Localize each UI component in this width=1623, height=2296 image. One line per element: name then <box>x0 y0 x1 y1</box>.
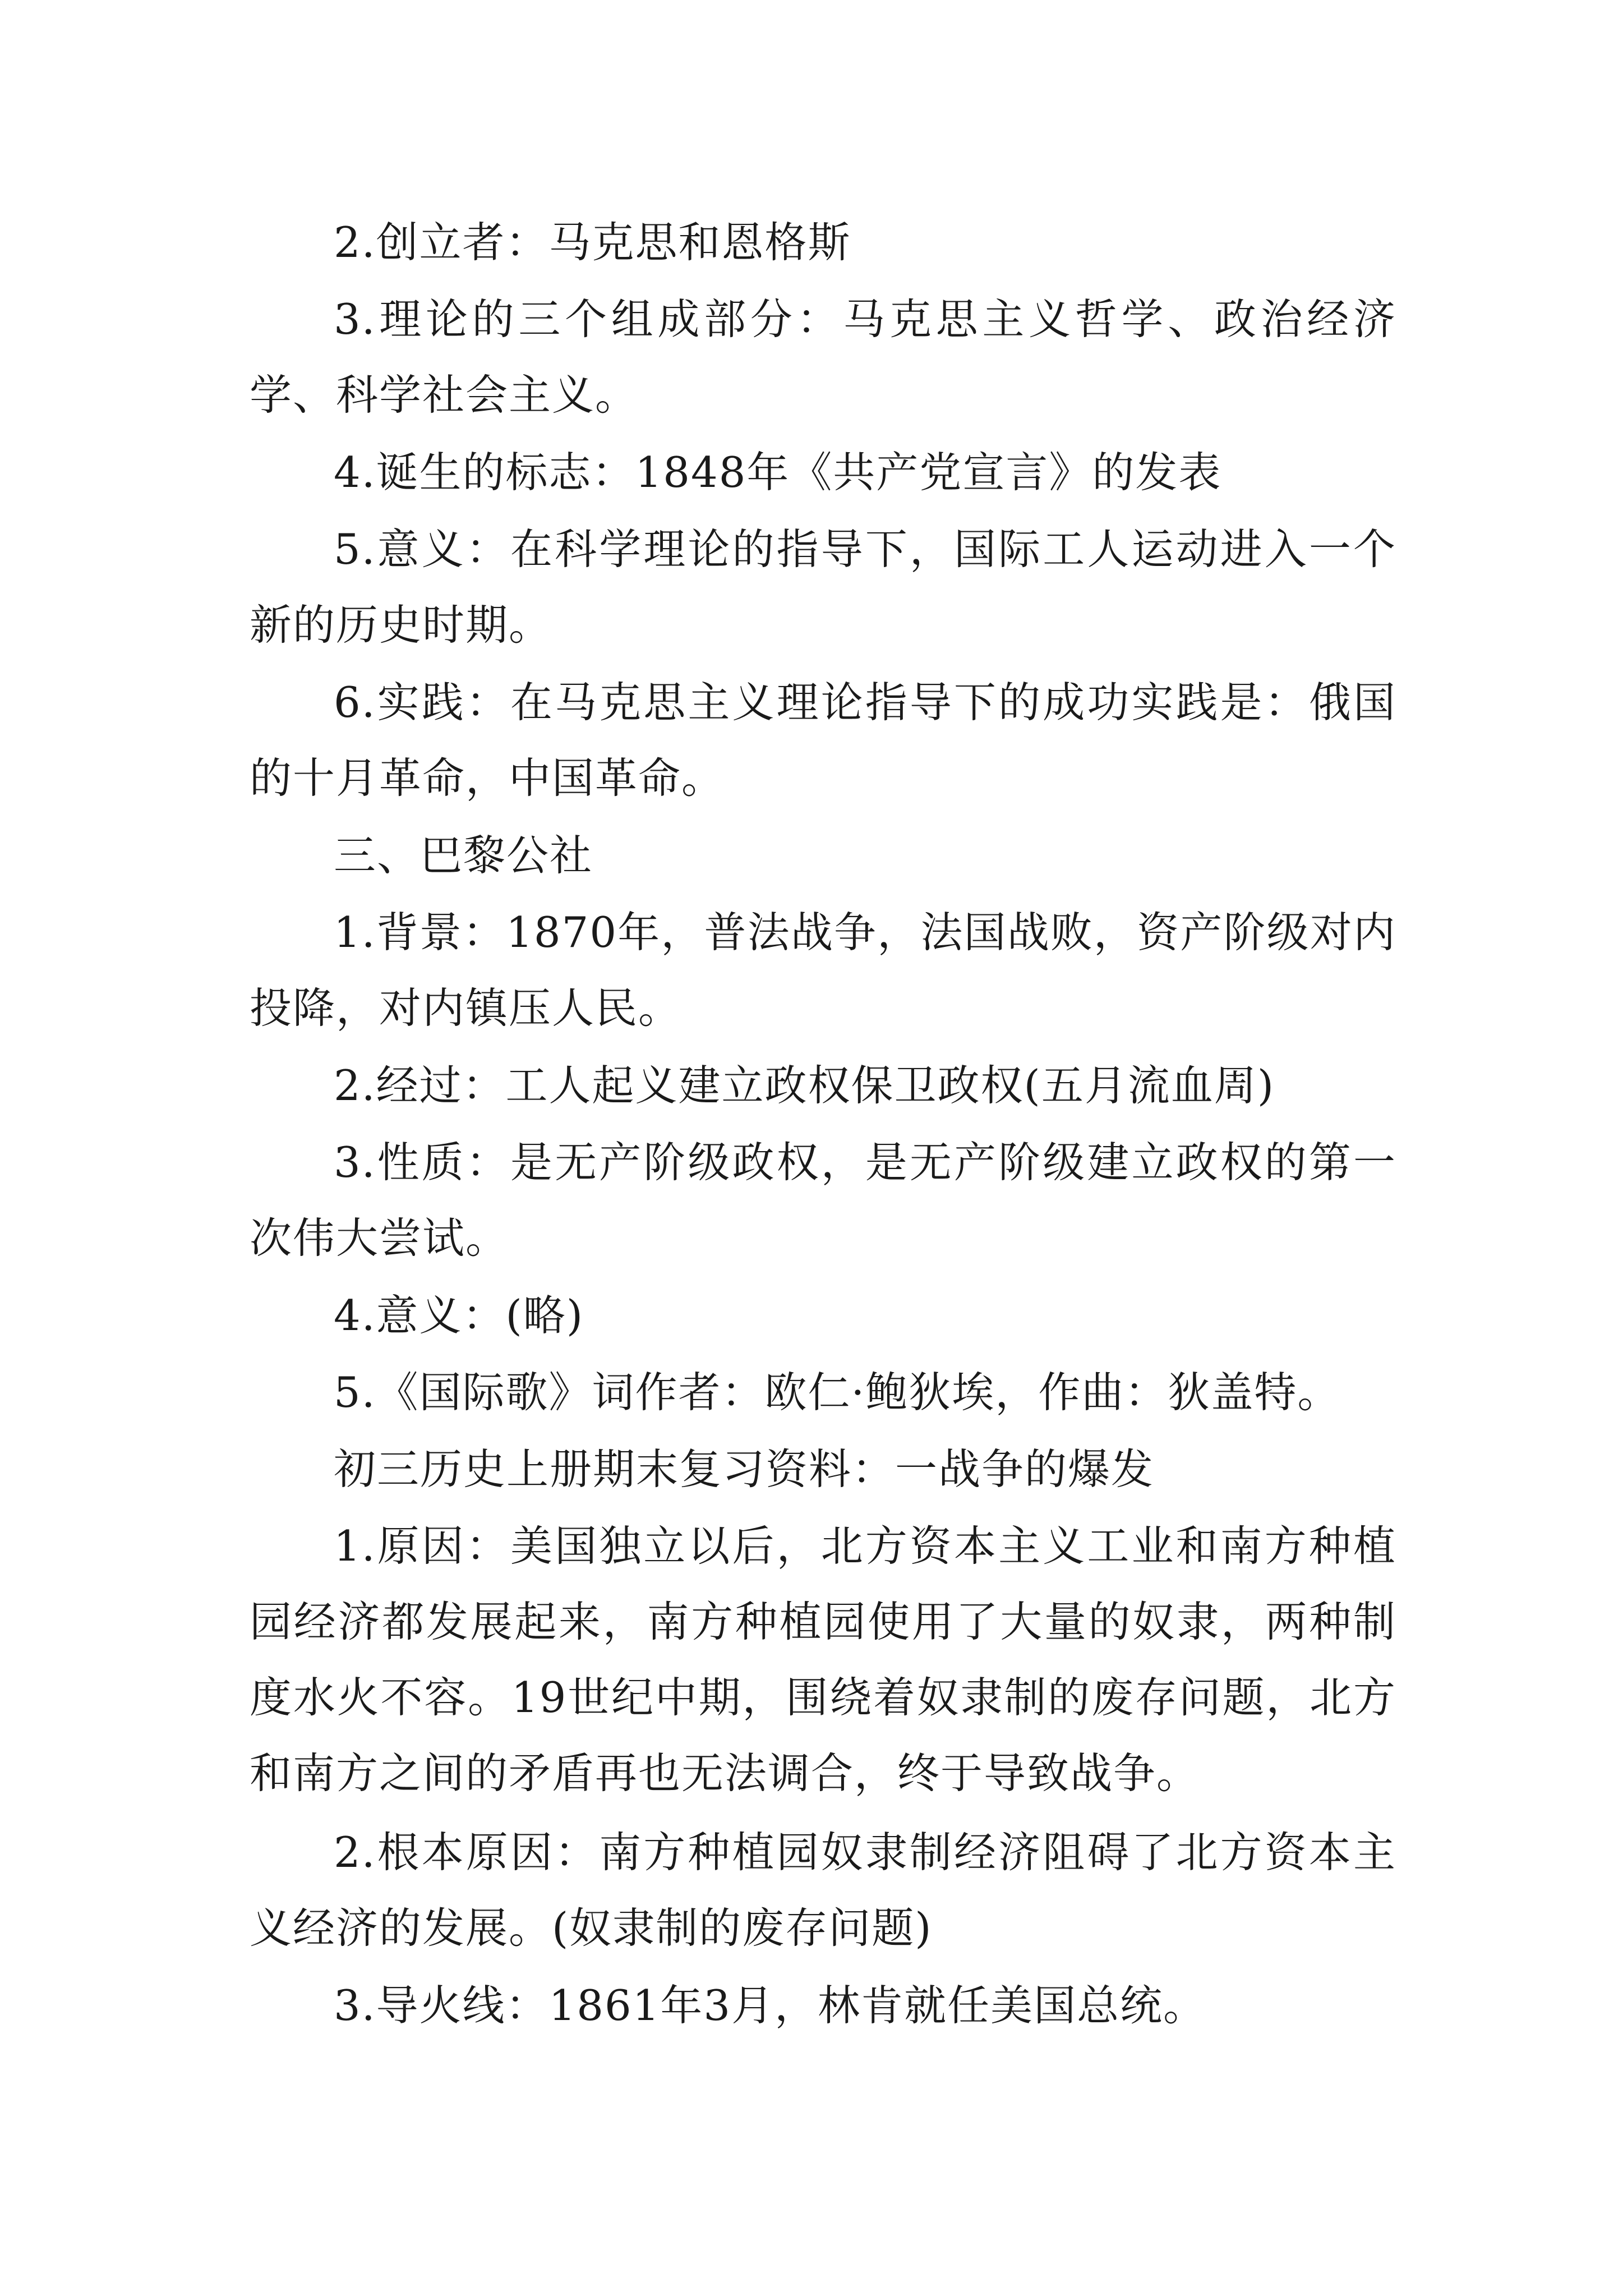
paragraph-root-cause: 2.根本原因：南方种植园奴隶制经济阻碍了北方资本主义经济的发展。(奴隶制的废存问题) <box>250 1828 1396 1953</box>
paragraph-practice: 6.实践：在马克思主义理论指导下的成功实践是：俄国的十月革命，中国革命。 <box>250 678 1396 803</box>
paragraph-nature: 3.性质：是无产阶级政权，是无产阶级建立政权的第一次伟大尝试。 <box>250 1138 1396 1263</box>
section-heading-war-outbreak: 初三历史上册期末复习资料：一战争的爆发 <box>334 1444 1155 1494</box>
paragraph-process: 2.经过：工人起义建立政权保卫政权(五月流血周) <box>334 1061 1275 1110</box>
paragraph-three-components: 3.理论的三个组成部分：马克思主义哲学、政治经济学、科学社会主义。 <box>250 295 1396 420</box>
paragraph-background: 1.背景：1870年，普法战争，法国战败，资产阶级对内投降，对内镇压人民。 <box>250 908 1396 1033</box>
paragraph-significance: 5.意义：在科学理论的指导下，国际工人运动进入一个新的历史时期。 <box>250 524 1396 650</box>
paragraph-trigger: 3.导火线：1861年3月，林肯就任美国总统。 <box>334 1981 1207 2030</box>
paragraph-causes: 1.原因：美国独立以后，北方资本主义工业和南方种植园经济都发展起来，南方种植园使用了大量的奴隶，两种制度水火不容。19世纪中期，围绕着奴隶制的废存问题，北方和南方之间的矛盾再也无法调合，终于导致战争。 <box>250 1521 1396 1798</box>
paragraph-birth-mark: 4.诞生的标志：1848年《共产党宣言》的发表 <box>334 448 1222 497</box>
paragraph-meaning: 4.意义：(略) <box>334 1291 584 1340</box>
section-heading-paris-commune: 三、巴黎公社 <box>334 831 593 880</box>
paragraph-internationale: 5.《国际歌》词作者：欧仁·鲍狄埃，作曲：狄盖特。 <box>334 1368 1341 1417</box>
paragraph-founders: 2.创立者：马克思和恩格斯 <box>334 218 851 267</box>
